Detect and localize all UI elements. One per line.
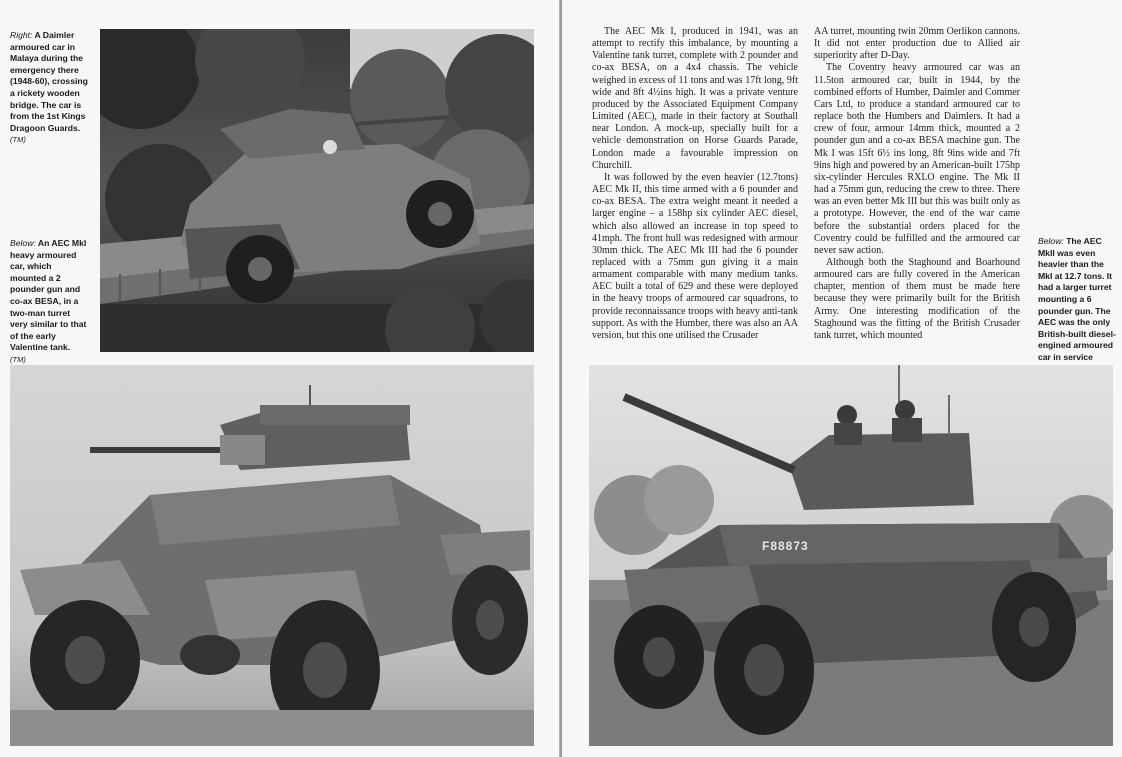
article-paragraph: AA turret, mounting twin 20mm Oerlikon cannons. It did not enter production due to Allied air superiority after D-Day. xyxy=(814,26,1020,62)
article-column-2 xyxy=(814,26,1020,342)
left-page xyxy=(0,0,560,757)
caption-aec-mk2: Below: The AEC MkII was even heavier than the MkI at 12.7 tons. It had a larger turret mounting a 6 pounder gun. The AEC was the only British-built diesel-engined armoured car in service xyxy=(1038,236,1116,362)
right-page xyxy=(562,0,1122,757)
article-paragraph: It was followed by the even heavier (12.7tons) AEC Mk II, this time armed with a 6 pounder and co-ax BESA. The extra weight meant it needed a larger engine – a 158hp six cylinder AEC diesel, which also allowed an increase in top speed to 41mph. The front hull was redesigned with armour 30mm thick. The AEC Mk III had the 6 pounder replaced with a 75mm gun giving it a main armament comparable with many medium tanks. AEC built a total of 629 and these were deployed in the heavy troops of armoured car squadrons, to provide reconnaissance troops with heavy anti-tank support. As with the Humber, there was also an AA version, but this one utilised the Crusader xyxy=(592,171,798,341)
photo-aec-mk1 xyxy=(10,365,534,746)
article-paragraph: The AEC Mk I, produced in 1941, was an attempt to rectify this imbalance, by mounting a Valentine tank turret, complete with 2 pounder and co-ax BESA, on a 4x4 chassis. The vehicle weighed in excess of 11 tons and was 17ft long, 9ft wide and 8ft 4½ins high. It was a private venture produced by the Associated Equipment Company Limited (AEC), made in their factory at Southall near London. A mock-up, specially built for a vehicle demonstration on Horse Guards Parade, London made a favourable impression on Churchill. xyxy=(592,26,798,171)
photo-aec-mk2 xyxy=(589,365,1113,746)
article-column-1 xyxy=(592,26,798,342)
registration-number: F88873 xyxy=(762,539,809,553)
photo-daimler-bridge xyxy=(100,29,534,352)
caption-daimler-bridge: Right: A Daimler armoured car in Malaya during the emergency there (1948-60), crossing a rickety wooden bridge. The car is from the 1st Kings Dragoon Guards. (TM) xyxy=(10,30,88,145)
article-paragraph: The Coventry heavy armoured car was an 11.5ton armoured car, built in 1944, by the combined efforts of Humber, Daimler and Commer Cars Ltd, to produce a standard armoured car to replace both the Humbers and Daimlers. It had a crew of four, armour 14mm thick, mounted a 2 pounder gun and a co-ax BESA machine gun. The Mk I was 15ft 6½ ins long, 8ft 9ins wide and 7ft 9ins high and powered by an American-built 175hp six-cylinder Hercules RXLO engine. The Mk II had a 75mm gun, reducing the crew to three. There was an even better Mk III but this was built only as a prototype. However, the end of the war came before the substantial orders placed for the Coventry could be fulfilled and the armoured car never saw action. xyxy=(814,62,1020,256)
article-paragraph: Although both the Staghound and Boarhound armoured cars are fully covered in the American chapter, mention of them must be made here because they were primarily built for the British Army. One interesting modification of the Staghound was the fitting of the British Crusader tank turret, which mounted xyxy=(814,256,1020,341)
caption-aec-mk1: Below: An AEC MkI heavy armoured car, which mounted a 2 pounder gun and co-ax BESA, in a two-man turret very similar to that of the early Valentine tank. (TM) xyxy=(10,238,87,364)
